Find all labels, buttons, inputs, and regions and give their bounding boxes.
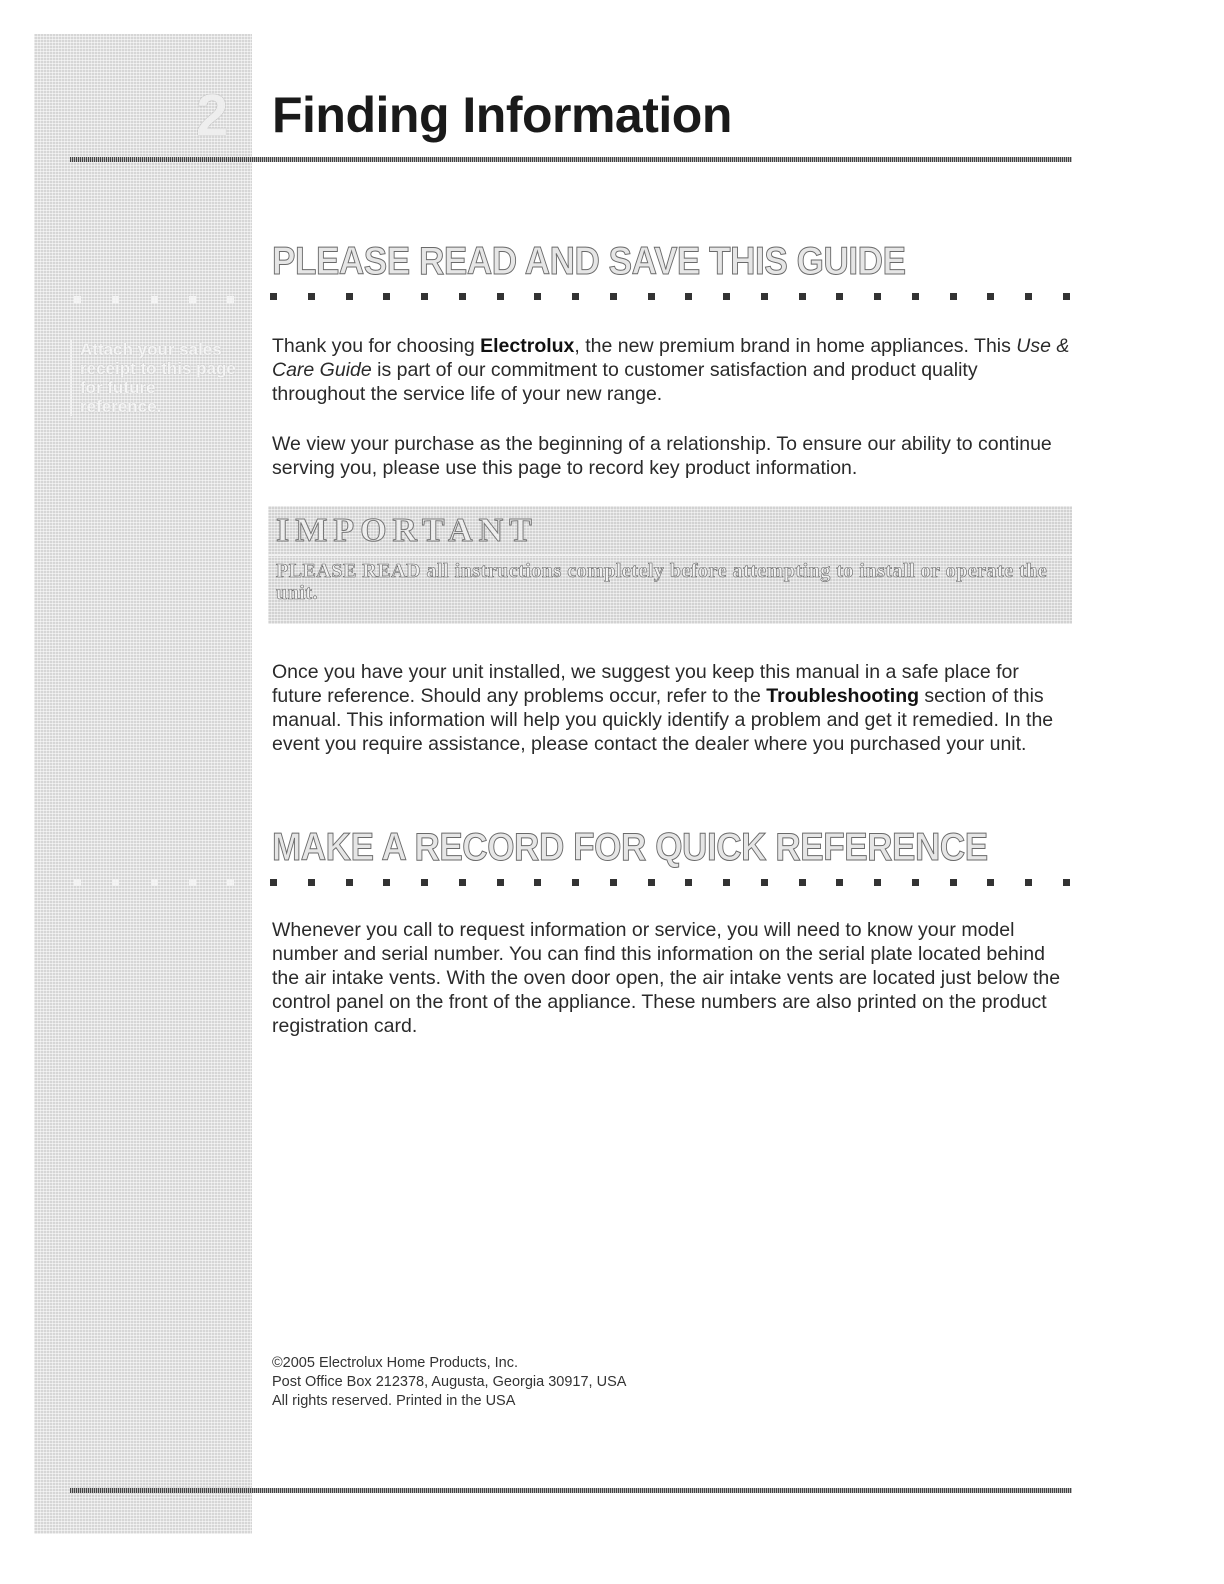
brand-name: Electrolux bbox=[480, 335, 575, 357]
sidebar-band bbox=[34, 34, 252, 1534]
section-dots-1 bbox=[270, 293, 1070, 300]
sidebar-dots-1 bbox=[74, 296, 234, 303]
important-divider bbox=[268, 554, 1072, 556]
installation-paragraph: Once you have your unit installed, we suggest you keep this manual in a safe place for future reference. Should any problems occur, refer to the Troubleshooting section of this manual. This information will help you quickly identify a problem and get it remedied. In the event you require assistance, please contact the dealer where you purchased your unit. bbox=[272, 661, 1054, 755]
header-rule bbox=[70, 157, 1072, 162]
troubleshooting-ref: Troubleshooting bbox=[766, 685, 920, 707]
sidebar-note: Attach your sales receipt to this page for future reference. bbox=[70, 340, 240, 416]
section-heading-record: MAKE A RECORD FOR QUICK REFERENCE bbox=[272, 826, 988, 869]
footer-copyright: ©2005 Electrolux Home Products, Inc. bbox=[272, 1355, 519, 1371]
section-dots-2 bbox=[270, 879, 1070, 886]
chapter-number: 2 bbox=[196, 83, 229, 148]
sidebar-dots-2 bbox=[74, 879, 234, 886]
guide-title: Use & Care Guide bbox=[272, 335, 1070, 381]
important-text: PLEASE READ all instructions completely before attempting to install or operate the unit. bbox=[276, 560, 1048, 604]
important-notice bbox=[268, 506, 1072, 624]
footer-rule bbox=[70, 1488, 1072, 1493]
footer-rights: All rights reserved. Printed in the USA bbox=[272, 1393, 516, 1409]
important-label: IMPORTANT bbox=[276, 512, 538, 549]
footer-address: Post Office Box 212378, Augusta, Georgia 30917, USA bbox=[272, 1374, 627, 1390]
page-title: Finding Information bbox=[272, 87, 732, 143]
footer bbox=[272, 1354, 626, 1411]
intro-paragraph: Thank you for choosing Electrolux, the new premium brand in home appliances. This Use & Care Guide is part of our commitment to customer satisfaction and product quality throughout the service life of your new range. bbox=[272, 335, 1070, 405]
record-paragraph: Whenever you call to request information or service, you will need to know your model number and serial number. You can find this information on the serial plate located behind the air intake vents. With the oven door open, the air intake vents are located just below the control panel on the front of the appliance. These numbers are also printed on the product registration card. bbox=[272, 919, 1061, 1037]
relationship-paragraph: We view your purchase as the beginning of a relationship. To ensure our ability to continue serving you, please use this page to record key product information. bbox=[272, 433, 1052, 479]
section-heading-save-guide: PLEASE READ AND SAVE THIS GUIDE bbox=[272, 240, 906, 283]
